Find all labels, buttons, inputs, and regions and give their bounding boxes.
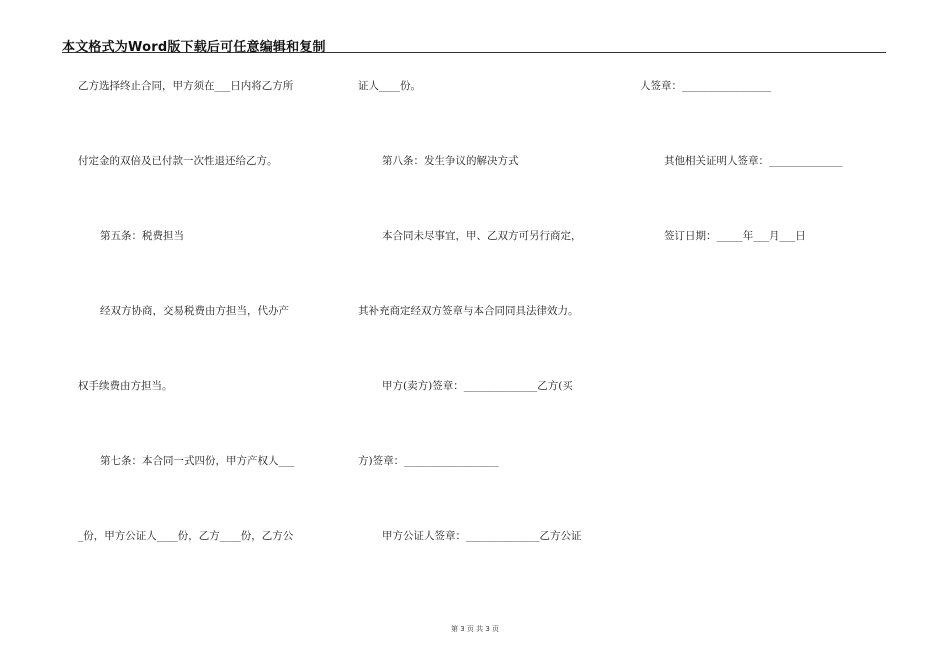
left-line-3: 第五条：税费担当	[100, 230, 184, 242]
left-line-2: 付定金的双倍及已付款一次性退还给乙方。	[78, 155, 278, 167]
middle-line-5: 甲方(卖方)签章：______________乙方(买	[382, 380, 573, 392]
header-title: 本文格式为Word版下载后可任意编辑和复制	[62, 40, 326, 55]
middle-line-6: 方)签章：__________________	[358, 455, 499, 467]
middle-line-3: 本合同未尽事宜，甲、乙双方可另行商定，	[382, 230, 582, 242]
left-line-5: 权手续费由方担当。	[78, 380, 173, 392]
left-line-4: 经双方协商，交易税费由方担当，代办产	[100, 305, 289, 317]
page-number: 第 3 页 共 3 页	[450, 625, 500, 633]
middle-line-1: 证人____份。	[358, 80, 421, 92]
left-line-7: _份，甲方公证人____份，乙方____份，乙方公	[78, 530, 294, 542]
right-line-2: 其他相关证明人签章：______________	[664, 155, 843, 167]
middle-line-2: 第八条：发生争议的解决方式	[382, 155, 519, 167]
left-line-6: 第七条：本合同一式四份，甲方产权人___	[100, 455, 295, 467]
left-line-1: 乙方选择终止合同，甲方须在___日内将乙方所	[78, 80, 294, 92]
header-divider	[62, 52, 886, 53]
right-line-3: 签订日期：_____年___月___日	[664, 230, 806, 242]
middle-line-7: 甲方公证人签章：______________乙方公证	[382, 530, 582, 542]
middle-line-4: 其补充商定经双方签章与本合同同具法律效力。	[358, 305, 579, 317]
right-line-1: 人签章：_________________	[640, 80, 772, 92]
